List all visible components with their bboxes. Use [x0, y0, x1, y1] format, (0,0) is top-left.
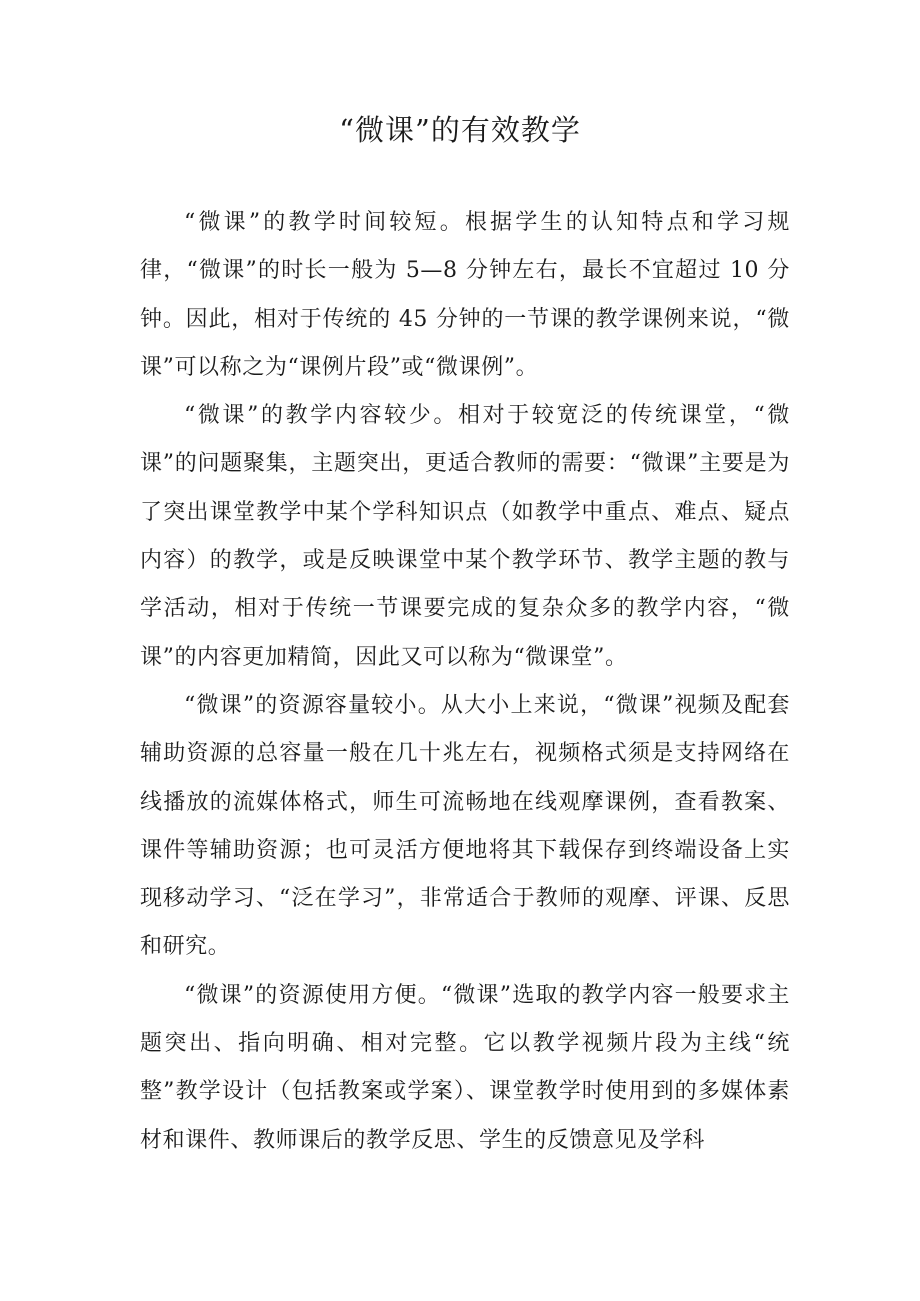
- paragraph-teaching-content: “微课”的教学内容较少。相对于较宽泛的传统课堂，“微课”的问题聚集，主题突出，更适合教师的需要：“微课”主要是为了突出课堂教学中某个学科知识点（如教学中重点、难点、疑点内容）的教学，或是反映课堂中某个教学环节、教学主题的教与学活动，相对于传统一节课要完成的复杂众多的教学内容，“微课”的内容更加精简，因此又可以称为“微课堂”。: [140, 403, 790, 670]
- paragraph-resource-capacity: “微课”的资源容量较小。从大小上来说，“微课”视频及配套辅助资源的总容量一般在几十兆左右，视频格式须是支持网络在线播放的流媒体格式，师生可流畅地在线观摩课例，查看教案、课件等辅助资源；也可灵活方便地将其下载保存到终端设备上实现移动学习、“泛在学习”，非常适合于教师的观摩、评课、反思和研究。: [140, 692, 790, 960]
- document-body: [140, 199, 790, 1165]
- paragraph-resource-usage: “微课”的资源使用方便。“微课”选取的教学内容一般要求主题突出、指向明确、相对完整。它以教学视频片段为主线“统整”教学设计（包括教案或学案）、课堂教学时使用到的多媒体素材和课件、教师课后的教学反思、学生的反馈意见及学科: [140, 982, 790, 1153]
- paragraph-teaching-time: “微课”的教学时间较短。根据学生的认知特点和学习规律，“微课”的时长一般为 5—8 分钟左右，最长不宜超过 10 分钟。因此，相对于传统的 45 分钟的一节课的教学课例来说，“微课”可以称之为“课例片段”或“微课例”。: [140, 210, 790, 380]
- document-title: “微课”的有效教学: [339, 113, 581, 147]
